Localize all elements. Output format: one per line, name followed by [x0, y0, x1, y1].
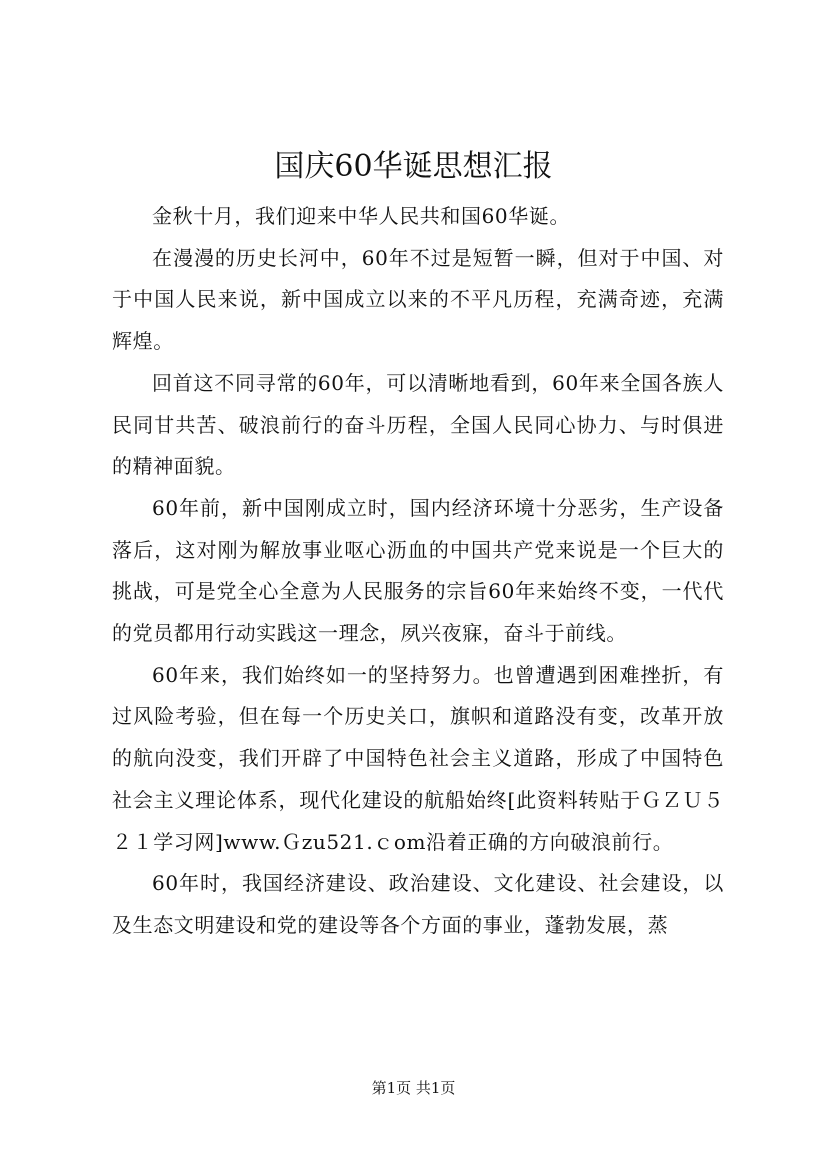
paragraph-3: 回首这不同寻常的60年，可以清晰地看到，60年来全国各族人民同甘共苦、破浪前行的奋斗历程，全国人民同心协力、与时俱进的精神面貌。 — [112, 370, 724, 479]
document-title: 国庆60华诞思想汇报 — [274, 149, 553, 184]
paragraph-4: 60年前，新中国刚成立时，国内经济环境十分恶劣，生产设备落后，这对刚为解放事业呕心沥血的中国共产党来说是一个巨大的挑战，可是党全心全意为人民服务的宗旨60年来始终不变，一代代的党员都用行动实践这一理念，夙兴夜寐，奋斗于前线。 — [112, 495, 724, 646]
paragraph-6: 60年时，我国经济建设、政治建设、文化建设、社会建设，以及生态文明建设和党的建设等各个方面的事业，蓬勃发展，蒸 — [112, 871, 724, 937]
page-footer: 第1页 共1页 — [371, 1079, 456, 1097]
paragraph-1: 金秋十月，我们迎来中华人民共和国60华诞。 — [152, 204, 571, 228]
paragraph-2: 在漫漫的历史长河中，60年不过是短暂一瞬，但对于中国、对于中国人民来说，新中国成立以来的不平凡历程，充满奇迹，充满辉煌。 — [112, 245, 724, 354]
paragraph-5: 60年来，我们始终如一的坚持努力。也曾遭遇到困难挫折，有过风险考验，但在每一个历史关口，旗帜和道路没有变，改革开放的航向没变，我们开辟了中国特色社会主义道路，形成了中国特色社会主义理论体系，现代化建设的航船始终[此资料转贴于ＧＺＵ５２１学习网]www.Ｇzu521.ｃom沿着正确的方向破浪前行。 — [112, 662, 724, 854]
document-body — [112, 196, 724, 947]
